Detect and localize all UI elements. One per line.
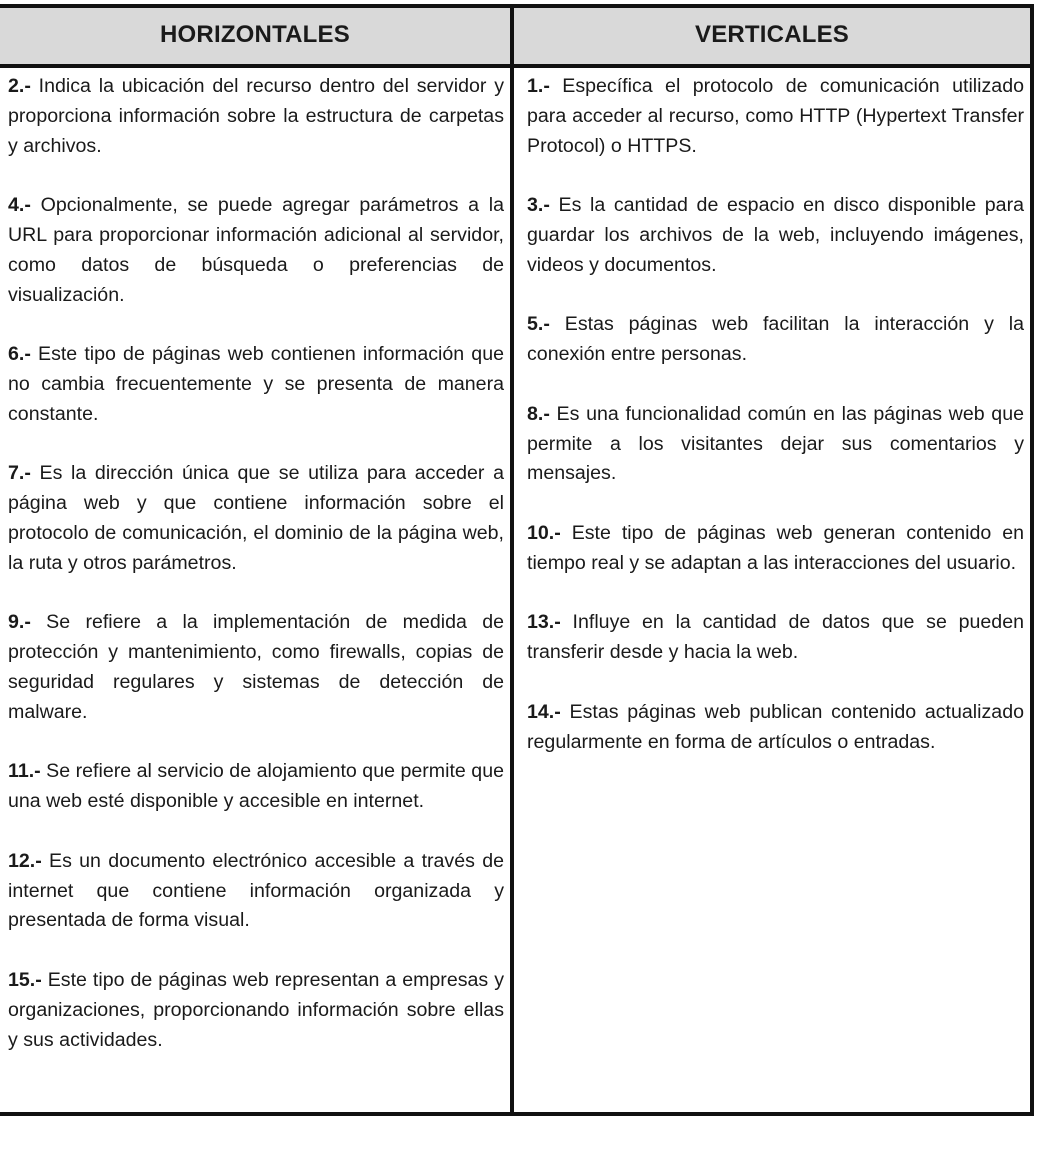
clue-item [527,698,1024,758]
clue-item [527,608,1024,668]
clue-text: Es una funcionalidad común en las páginas web que permite a los visitantes dejar sus comentarios y mensajes. [527,402,1024,485]
clue-number: 7.- [8,462,31,485]
clue-number: 6.- [8,343,31,366]
clue-number: 15.- [8,968,42,991]
header-verticales: VERTICALES [694,21,849,48]
clue-item [8,757,504,817]
clue-text: Influye en la cantidad de datos que se pueden transferir desde y hacia la web. [527,611,1024,664]
clue-text: Se refiere a la implementación de medida de protección y mantenimiento, como firewalls, copias de seguridad regulares y sistemas de detección de malware. [8,611,504,723]
clue-number: 2.- [8,75,31,97]
clue-text: Opcionalmente, se puede agregar parámetros a la URL para proporcionar información adicional al servidor, como datos de búsqueda o preferencias de visualización. [8,194,504,306]
header-horizontales: HORIZONTALES [160,21,350,48]
clue-item [527,191,1024,280]
clue-number: 9.- [8,611,31,634]
clue-item [8,340,504,429]
clue-text: Este tipo de páginas web representan a empresas y organizaciones, proporcionando información sobre ellas y sus actividades. [8,968,504,1051]
clue-number: 5.- [527,313,550,336]
clue-item [527,400,1024,489]
clue-number: 12.- [8,849,42,872]
horizontales-column [8,72,504,1085]
clue-number: 14.- [527,700,561,723]
clue-item [8,847,504,936]
clue-text: Este tipo de páginas web generan contenido en tiempo real y se adaptan a las interacciones del usuario. [527,521,1024,574]
clue-number: 4.- [8,194,31,217]
clue-item [527,310,1024,370]
clue-item [8,459,504,578]
clue-text: Estas páginas web publican contenido actualizado regularmente en forma de artículos o entradas. [527,700,1024,753]
clue-text: Es un documento electrónico accesible a través de internet que contiene información organizada y presentada de forma visual. [8,849,504,932]
clue-item [8,608,504,727]
clue-item [8,72,504,161]
clue-text: Se refiere al servicio de alojamiento que permite que una web esté disponible y accesible en internet. [8,760,504,813]
verticales-column [527,72,1024,787]
column-divider [510,8,514,1112]
clue-text: Específica el protocolo de comunicación utilizado para acceder al recurso, como HTTP (Hypertext Transfer Protocol) o HTTPS. [527,75,1024,157]
clue-text: Indica la ubicación del recurso dentro del servidor y proporciona información sobre la estructura de carpetas y archivos. [8,75,504,157]
clue-item [8,966,504,1055]
clue-number: 13.- [527,611,561,634]
clue-text: Estas páginas web facilitan la interacción y la conexión entre personas. [527,313,1024,366]
table-header-row [0,8,1030,68]
clue-number: 10.- [527,521,561,544]
crossword-clues-table [0,4,1034,1116]
clue-number: 11.- [8,760,41,783]
clue-number: 8.- [527,402,550,425]
clue-text: Es la cantidad de espacio en disco disponible para guardar los archivos de la web, incluyendo imágenes, videos y documentos. [527,194,1024,276]
clue-text: Este tipo de páginas web contienen información que no cambia frecuentemente y se presenta de manera constante. [8,343,504,425]
clue-text: Es la dirección única que se utiliza para acceder a página web y que contiene información sobre el protocolo de comunicación, el dominio de la página web, la ruta y otros parámetros. [8,462,504,574]
clue-item [527,72,1024,161]
clue-number: 3.- [527,194,550,217]
clue-item [8,191,504,310]
clue-item [527,519,1024,579]
clue-number: 1.- [527,75,550,97]
